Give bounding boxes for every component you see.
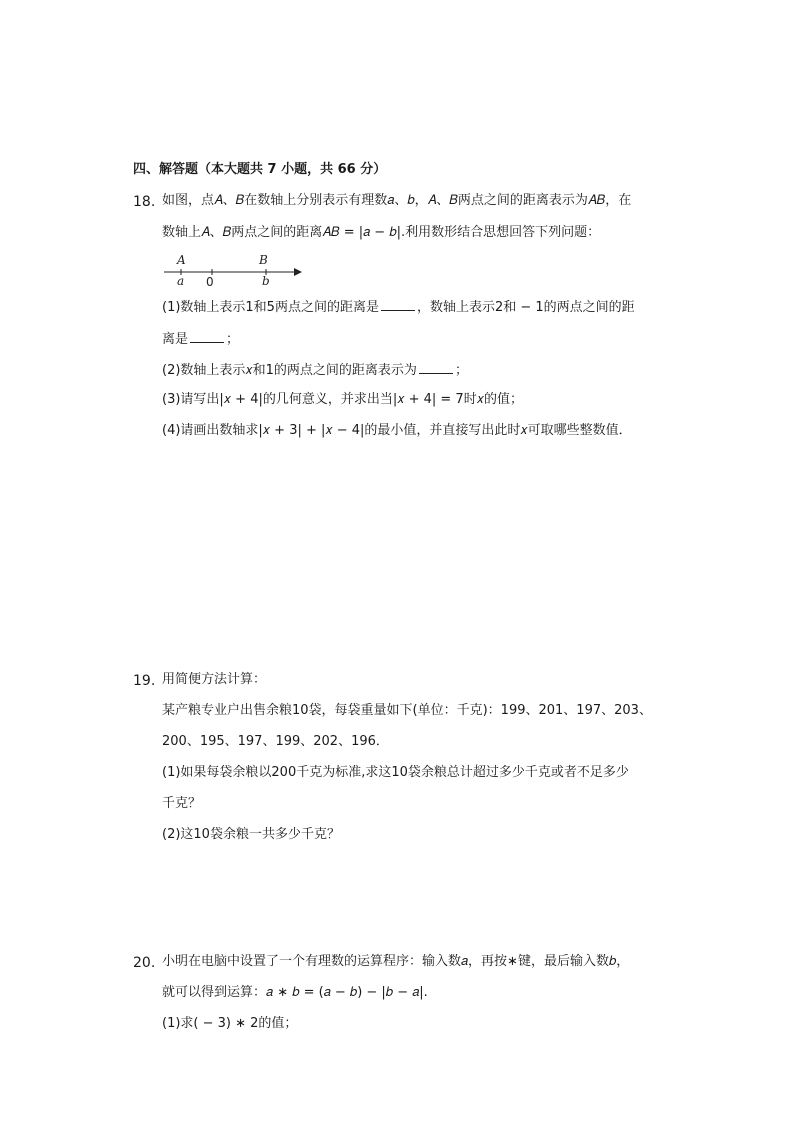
q19-line-5: 千克？ xyxy=(162,796,202,811)
q19-line-1: 用简便方法计算： xyxy=(162,672,267,687)
q18-part-1-text-b: ，数轴上表示2和 − 1的两点之间的距 xyxy=(416,300,635,315)
q20-line-1: 小明在电脑中设置了一个有理数的运算程序：输入数𝑎，再按∗键，最后输入数𝑏， xyxy=(162,954,630,969)
label-a: a xyxy=(177,274,185,288)
label-B: B xyxy=(259,253,268,267)
q18-part-2-text-b: ； xyxy=(454,363,468,378)
q18-line-2: 数轴上𝐴、𝐵两点之间的距离𝐴𝐵 = |𝑎 − 𝑏|.利用数形结合思想回答下列问题： xyxy=(162,225,601,240)
q18-part-2 xyxy=(162,359,468,381)
label-b: b xyxy=(262,274,270,288)
q19-line-6: (2)这10袋余粮一共多少千克？ xyxy=(162,827,340,842)
q18-part-1-text-a: (1)数轴上表示1和5两点之间的距离是 xyxy=(162,300,379,315)
q18-part-3: (3)请写出|𝑥 + 4|的几何意义，并求出当|𝑥 + 4| = 7时𝑥的值； xyxy=(162,392,523,407)
q19-line-2: 某产粮专业户出售余粮10袋，每袋重量如下(单位：千克)：199、201、197、203、 xyxy=(162,703,652,718)
q20-line-3: (1)求( − 3) ∗ 2的值； xyxy=(162,1016,298,1031)
q19-line-4: (1)如果每袋余粮以200千克为标准,求这10袋余粮总计超过多少千克或者不足多少 xyxy=(162,765,629,780)
q19-line-3: 200、195、197、199、202、196． xyxy=(162,734,389,749)
label-A: A xyxy=(177,253,186,267)
q18-part-1-text-d: ； xyxy=(226,332,240,347)
answer-blank-2 xyxy=(190,328,224,343)
section-title: 四、解答题（本大题共 7 小题，共 66 分） xyxy=(133,162,387,177)
q20-line-2: 就可以得到运算：𝑎 ∗ 𝑏 = (𝑎 − 𝑏) − |𝑏 − 𝑎|. xyxy=(162,985,428,1000)
label-zero: 0 xyxy=(206,275,214,289)
q18-part-1 xyxy=(162,296,635,318)
q18-part-4: (4)请画出数轴求|𝑥 + 3| + |𝑥 − 4|的最小值，并直接写出此时𝑥可取哪些整数值． xyxy=(162,423,632,438)
answer-blank-3 xyxy=(419,359,453,374)
q18-line-1: 如图，点𝐴、𝐵在数轴上分别表示有理数𝑎、𝑏，𝐴、𝐵两点之间的距离表示为𝐴𝐵，在 xyxy=(162,193,632,208)
answer-blank-1 xyxy=(381,296,415,311)
question-number-19: 19. xyxy=(133,673,156,689)
q18-part-1-text-c: 离是 xyxy=(162,332,189,347)
question-number-18: 18. xyxy=(133,194,156,210)
number-line-figure xyxy=(160,250,305,290)
question-number-20: 20. xyxy=(133,955,156,971)
q18-part-2-text-a: (2)数轴上表示𝑥和1的两点之间的距离表示为 xyxy=(162,363,417,378)
number-line-arrow xyxy=(294,268,302,276)
q18-part-1-cont xyxy=(162,328,239,350)
